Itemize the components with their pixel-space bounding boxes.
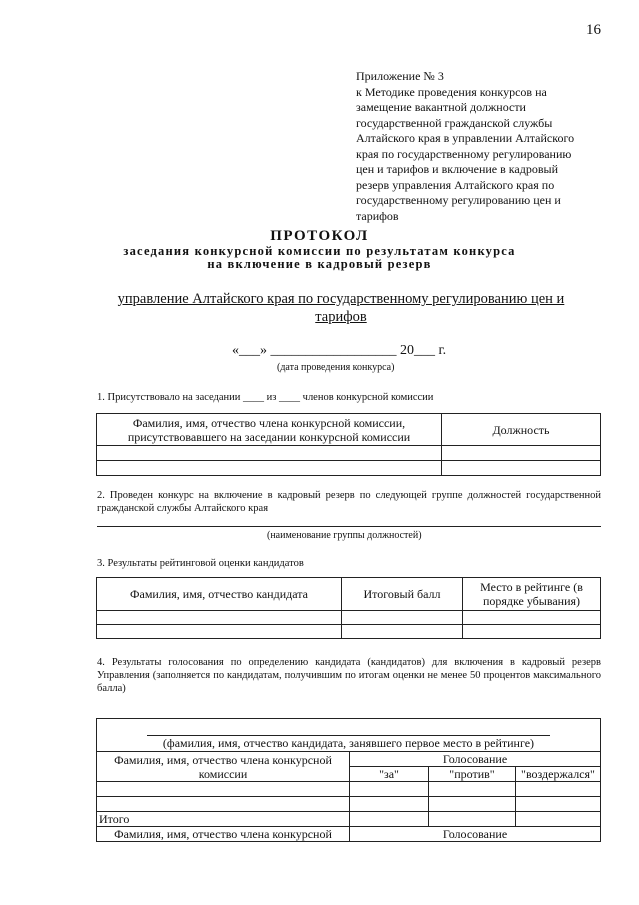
- table-cell: [516, 782, 601, 797]
- table-cell: [429, 797, 516, 812]
- candidate-name-line: [147, 735, 550, 736]
- attendance-header-name: Фамилия, имя, отчество члена конкурсной комиссии, присутствовавшего на заседании конкурсной комиссии: [97, 414, 442, 446]
- table-cell: [97, 625, 342, 639]
- member-header-continued: Фамилия, имя, отчество члена конкурсной: [97, 827, 350, 842]
- attendance-table: [96, 413, 601, 476]
- date-line: «___» __________________ 20___ г.: [232, 343, 447, 358]
- page-number: 16: [586, 22, 601, 38]
- group-name-line: [97, 526, 601, 527]
- appendix-line: цен и тарифов и включение в кадровый: [356, 162, 559, 176]
- table-cell: [97, 782, 350, 797]
- organization-line-1: управление Алтайского края по государственному регулированию цен и: [117, 291, 565, 307]
- rating-header-place: Место в рейтинге (в порядке убывания): [463, 578, 601, 611]
- appendix-line: Алтайского края в управлении Алтайского: [356, 131, 575, 145]
- table-cell: [342, 611, 463, 625]
- rating-header-score: Итоговый балл: [342, 578, 463, 611]
- rating-header-name: Фамилия, имя, отчество кандидата: [97, 578, 342, 611]
- section2-text: 2. Проведен конкурс на включение в кадровый резерв по следующей группе должностей государственной гражданской службы Алтайского края: [97, 490, 601, 514]
- vote-option-abstain: "воздержался": [516, 767, 601, 782]
- attendance-header-position: Должность: [442, 414, 601, 446]
- appendix-line: замещение вакантной должности: [356, 100, 526, 114]
- candidate-caption: (фамилия, имя, отчество кандидата, занявшего первое место в рейтинге): [162, 736, 535, 750]
- vote-option-for: "за": [350, 767, 429, 782]
- section1-text: 1. Присутствовало на заседании ____ из ____ членов конкурсной комиссии: [97, 392, 434, 403]
- appendix-line: к Методике проведения конкурсов на: [356, 84, 547, 99]
- table-cell: [516, 797, 601, 812]
- date-caption: (дата проведения конкурса): [277, 362, 395, 373]
- organization-name: [96, 290, 586, 326]
- table-cell: [97, 461, 442, 476]
- table-cell: [97, 446, 442, 461]
- voting-header-continued: Голосование: [350, 827, 601, 842]
- organization-line-2: тарифов: [315, 309, 367, 325]
- document-title: ПРОТОКОЛ: [270, 228, 369, 244]
- vote-option-against: "против": [429, 767, 516, 782]
- table-cell: [350, 812, 429, 827]
- voting-header: Голосование: [350, 752, 601, 767]
- section4-text: 4. Результаты голосования по определению кандидата (кандидатов) для включения в кадровый резерв Управления (заполняется по кандидатам, получившим по итогам оценки не менее 50 процентов максимального балла): [97, 657, 601, 694]
- appendix-line: Приложение № 3: [356, 69, 444, 83]
- table-cell: [463, 611, 601, 625]
- section3-text: 3. Результаты рейтинговой оценки кандидатов: [97, 558, 304, 569]
- table-cell: [516, 812, 601, 827]
- voting-table: [96, 718, 601, 842]
- rating-table: [96, 577, 601, 639]
- table-cell: [429, 782, 516, 797]
- table-cell: [342, 625, 463, 639]
- table-cell: [429, 812, 516, 827]
- appendix-line: государственной гражданской службы: [356, 115, 553, 130]
- table-cell: [97, 797, 350, 812]
- table-cell: [350, 782, 429, 797]
- document-subtitle-line-1: заседания конкурсной комиссии по результатам конкурса: [123, 244, 516, 258]
- appendix-line: тарифов: [356, 208, 399, 223]
- table-cell: [97, 611, 342, 625]
- document-subtitle-line-2: на включение в кадровый резерв: [207, 257, 432, 271]
- table-cell: [442, 446, 601, 461]
- appendix-line: резерв управления Алтайского края по: [356, 177, 555, 192]
- member-header: Фамилия, имя, отчество члена конкурсной комиссии: [97, 752, 350, 782]
- appendix-line: государственному регулированию цен и: [356, 193, 561, 207]
- table-cell: [350, 797, 429, 812]
- group-name-caption: (наименование группы должностей): [267, 530, 422, 541]
- total-label: Итого: [97, 812, 350, 827]
- appendix-block: [356, 69, 606, 224]
- table-cell: [463, 625, 601, 639]
- candidate-cell: [97, 719, 601, 752]
- table-cell: [442, 461, 601, 476]
- appendix-line: края по государственному регулированию: [356, 146, 572, 161]
